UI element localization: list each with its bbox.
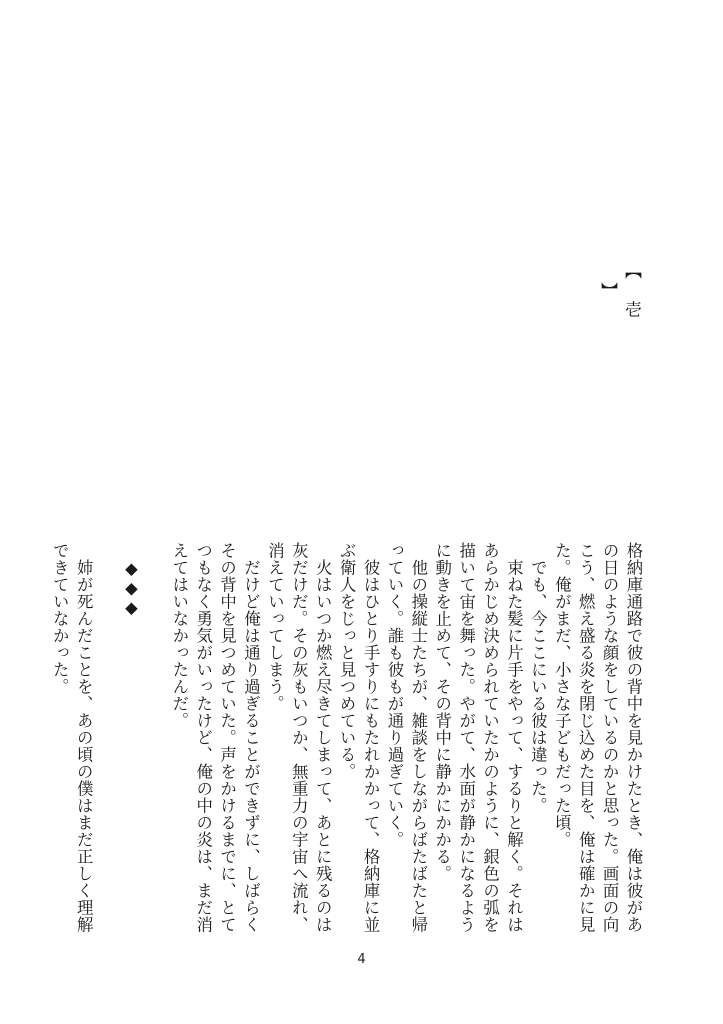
paragraph: 彼はひとり手すりにもたれかかって、格納庫に並ぶ衛人をじっと見つめている。 bbox=[337, 542, 381, 933]
scene-break: ◆◆◆ bbox=[121, 542, 141, 618]
paragraph: 火はいつか燃え尽きてしまって、あとに残るのは灰だけだ。その灰もいつか、無重力の宇宙へ流れ、消えていってしまう。 bbox=[265, 542, 333, 933]
blank-line bbox=[95, 542, 119, 946]
page-number: 4 bbox=[357, 952, 366, 967]
chapter-heading: 【 壱 】 bbox=[597, 262, 641, 326]
paragraph: 他の操縦士たちが、雑談をしながらばたばたと帰っていく。誰も彼もが通り過ぎていく。 bbox=[384, 542, 428, 933]
paragraph: 格納庫通路で彼の背中を見かけたとき、俺は彼があの日のような顔をしているのかと思った。画面の向こう、燃え盛る炎を閉じ込めた目を、俺は確かに見た。俺がまだ、小さな子どもだった頃。 bbox=[552, 542, 643, 933]
paragraph: 束ねた髪に片手をやって、するりと解く。それはあらかじめ決められていたかのように、銀色の弧を描いて宙を舞った。やがて、水面が静かになるように動きを止めて、その背中に静かにかかる。 bbox=[432, 542, 524, 933]
paragraph: 姉が死んだことを、あの頃の僕はまだ正しく理解できていなかった。 bbox=[50, 542, 94, 933]
blank-line bbox=[143, 542, 167, 946]
paragraph: だけど俺は通り過ぎることができずに、しばらくその背中を見つめていた。声をかけるまでに、とてつもなく勇気がいったけど、俺の中の炎は、まだ消えてはいなかったんだ。 bbox=[169, 542, 261, 933]
body-text bbox=[50, 542, 645, 946]
paragraph: でも、今ここにいる彼は違った。 bbox=[528, 542, 548, 814]
